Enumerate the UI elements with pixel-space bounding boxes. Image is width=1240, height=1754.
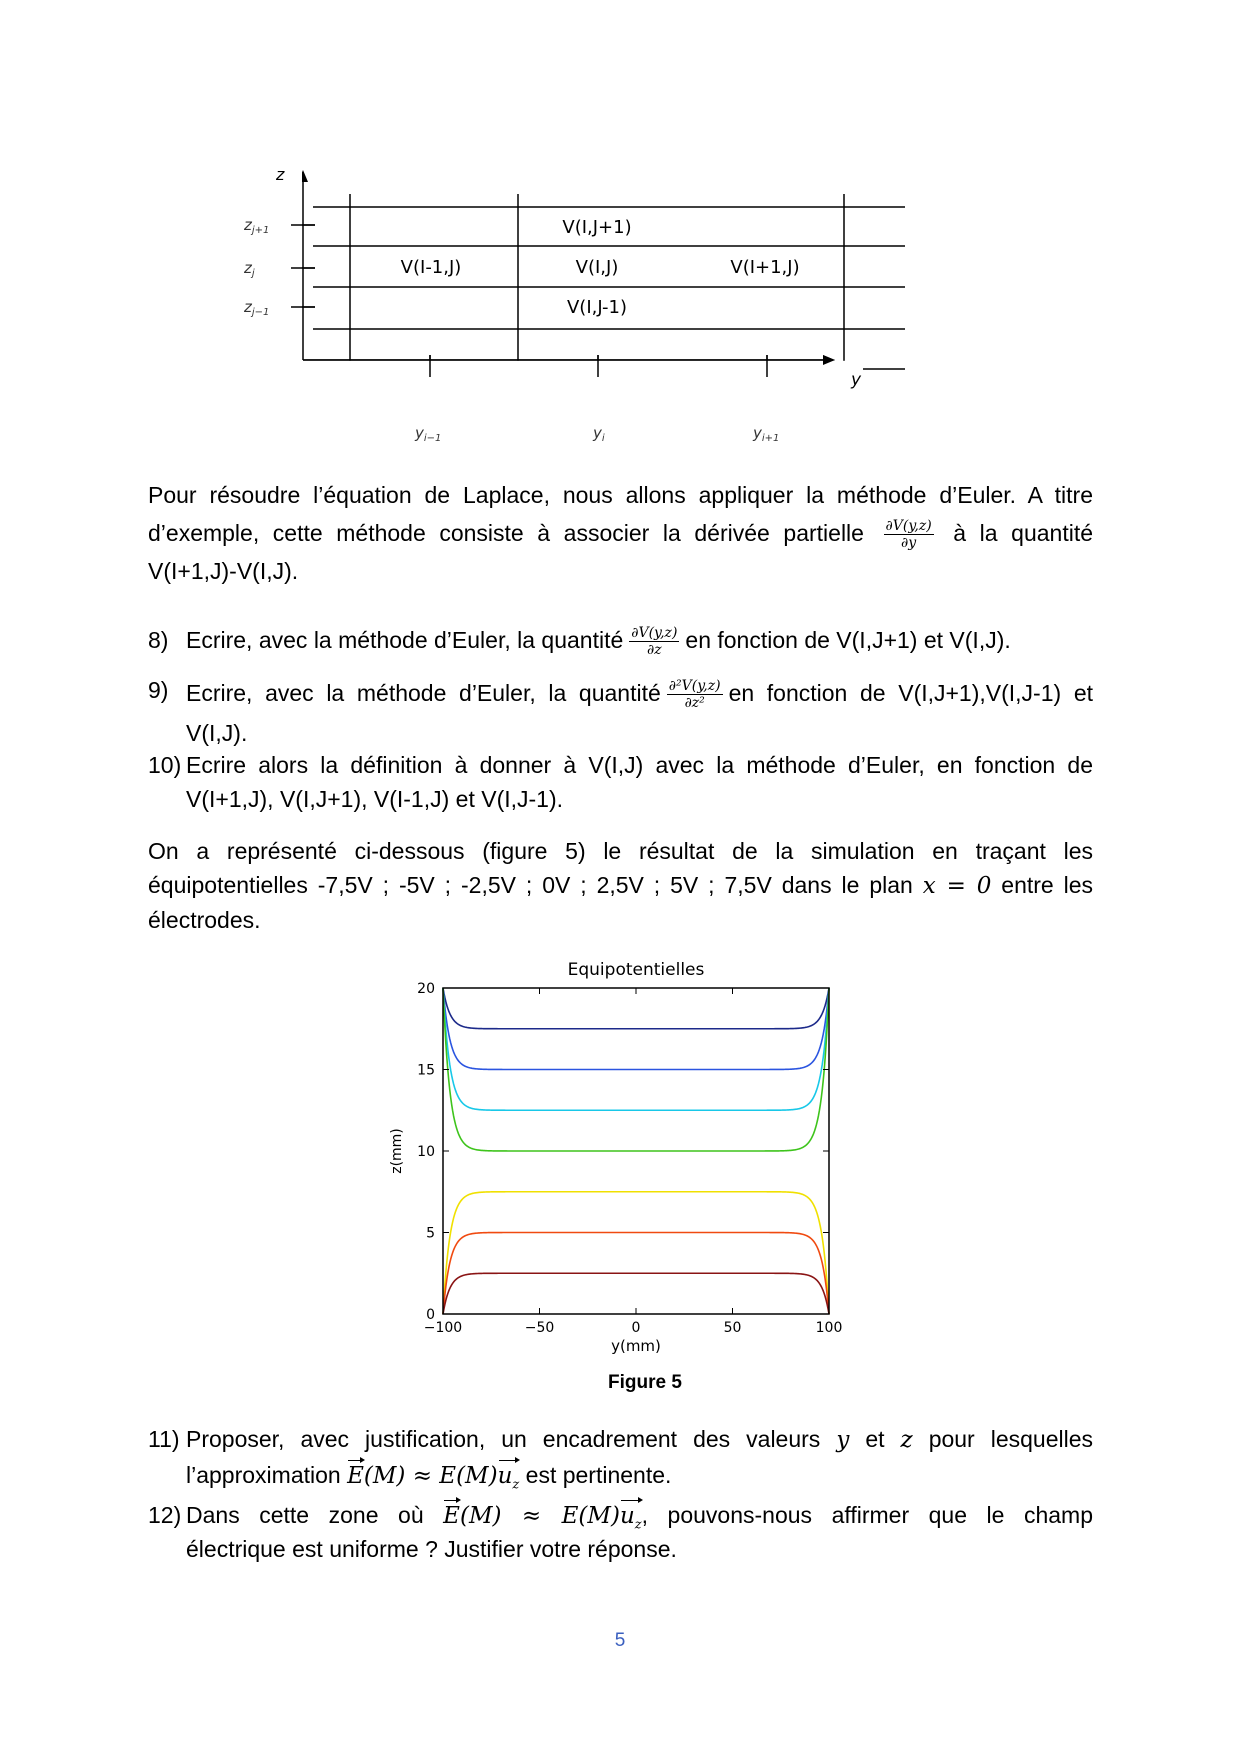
intro-text-2: à la quantité V(I+1,J)-V(I,J). [148,520,1094,584]
approx-formula: $E(M) \approx E(M)u_z$ [347,1463,519,1489]
intro-text-1: Pour résoudre l’équation de Laplace, nous allons appliquer la méthode d’Euler. A titre d’exemple, cette méthode consiste à associer la dérivée partielle [148,482,1093,546]
y-axis-label: y [851,370,862,390]
x-tick-label: 100 [815,1320,843,1336]
z-tick-j-minus-1: $z_{j-1}$ [244,298,270,318]
x-tick-label: −100 [423,1320,463,1336]
y-tick-label: 20 [417,981,435,997]
x-tick-label: −50 [524,1320,555,1336]
equipotential-line-4 [443,1192,829,1314]
y-tick-i-plus-1: $y_{i+1}$ [753,424,780,444]
equipotential-chart [370,955,860,1360]
cell-top: V(I,J+1) [562,217,632,238]
page-number: 5 [614,1630,626,1651]
chart-ticks [417,981,842,1336]
x-tick-label: 50 [723,1320,742,1336]
y-tick-label: 10 [417,1144,435,1160]
intro-paragraph [148,476,1093,590]
simulation-paragraph: On a représenté ci-dessous (figure 5) le résultat de la simulation en traçant les équipotentielles -7,5V ; -5V ; -2,5V ; 0V ; 2,5V ; 5V ; 7,5V dans le plan x = 0 entre les électrodes. [148,838,1094,933]
chart-series-group [443,988,829,1314]
partial-derivative-y: $\frac{\partial V(y,z)}{\partial y}$ [885,518,932,552]
equipotential-line-2 [443,988,829,1110]
cell-right: V(I+1,J) [730,257,800,278]
figure-caption: Figure 5 [608,1372,682,1393]
z-axis-label: z [276,165,285,184]
chart-title: Equipotentielles [567,960,705,980]
cell-left: V(I-1,J) [400,257,462,278]
cell-center: V(I,J) [575,257,619,278]
question-11: 11) Proposer, avec justification, un encadrement des valeurs y et z pour lesquelles l’approximation $E(M) \approx E(M)u_z$ est pertinente. [148,1422,1093,1494]
plane-equation: x = 0 [922,873,992,899]
approx-formula-2: $E(M) \approx E(M)u_z$ [443,1503,641,1529]
y-tick-label: 5 [426,1225,435,1242]
z-tick-j: $z_j$ [244,259,255,279]
cell-bottom: V(I,J-1) [566,297,628,318]
grid-diagram [240,160,980,460]
chart-xlabel: y(mm) [611,1337,661,1355]
chart-ylabel: z(mm) [389,1128,405,1174]
y-tick-label: 15 [417,1062,435,1079]
z-tick-j-plus-1: $z_{j+1}$ [244,216,270,236]
equipotential-line-6 [443,1273,829,1314]
x-tick-label: 0 [631,1320,641,1336]
y-tick-label: 0 [426,1307,435,1323]
y-tick-i-minus-1: $y_{i-1}$ [415,424,442,444]
equipotential-line-0 [443,988,829,1029]
y-tick-i: $y_i$ [593,424,605,444]
question-12: 12) Dans cette zone où $E(M) \approx E(M)u_z$, pouvons-nous affirmer que le champ électrique est uniforme ? Justifier votre réponse. [148,1498,1093,1570]
